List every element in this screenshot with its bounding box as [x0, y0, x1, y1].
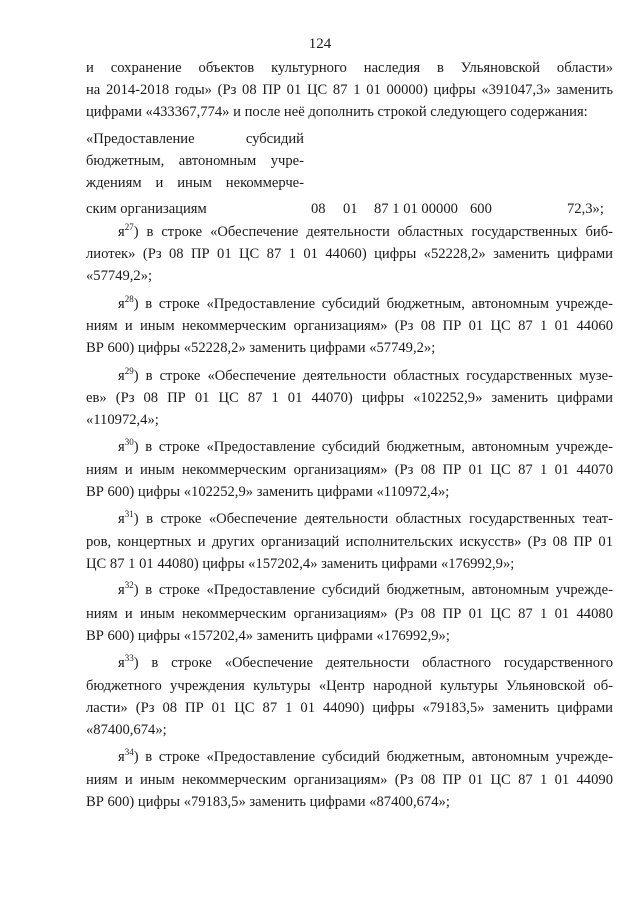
item-32-line-1 [118, 580, 613, 600]
item-34-line-3: ВР 600) цифры «79183,5» заменить цифрами «87400,674»; [86, 794, 450, 810]
row-pr-code: 01 [343, 201, 358, 217]
item-32-line-2: ниям и иным некоммерческим организациям» (Рз 08 ПР 01 ЦС 87 1 01 44080 [86, 606, 613, 622]
item-text: ) в строке «Обеспечение деятельности областных государственных музе- [133, 368, 613, 384]
intro-line-3: цифрами «433367,774» и после неё дополнить строкой следующего содержания: [86, 104, 588, 120]
item-31-line-3: ЦС 87 1 01 44080) цифры «157202,4» заменить цифрами «176992,9»; [86, 556, 515, 572]
item-text: ) в строке «Обеспечение деятельности областных государственных биб- [133, 224, 613, 240]
row-name-line-3: ждениям и иным некоммерче- [86, 175, 304, 191]
item-mark: я [118, 749, 125, 765]
item-text: ) в строке «Предоставление субсидий бюджетным, автономным учрежде- [133, 439, 613, 455]
item-33-line-4: «87400,674»; [86, 722, 167, 738]
item-text: ) в строке «Обеспечение деятельности областных государственных теат- [133, 511, 613, 527]
item-mark: я [118, 582, 125, 598]
item-31-line-2: ров, концертных и других организаций исполнительских искусств» (Рз 08 ПР 01 [86, 534, 613, 550]
item-mark: я [118, 511, 125, 527]
item-28-line-3: ВР 600) цифры «52228,2» заменить цифрами «57749,2»; [86, 340, 436, 356]
item-29-line-2: ев» (Рз 08 ПР 01 ЦС 87 1 01 44070) цифры «102252,9» заменить цифрами [86, 390, 613, 406]
row-name-line-1: «Предоставление субсидий [86, 131, 304, 147]
item-27-line-1 [118, 222, 613, 242]
item-32-line-3: ВР 600) цифры «157202,4» заменить цифрами «176992,9»; [86, 628, 450, 644]
item-number: 27 [124, 222, 134, 232]
row-rz-code: 08 [311, 201, 326, 217]
item-31-line-1 [118, 509, 613, 529]
item-27-line-2: лиотек» (Рз 08 ПР 01 ЦС 87 1 01 44060) цифры «52228,2» заменить цифрами [86, 246, 613, 262]
item-number: 32 [124, 580, 134, 590]
item-30-line-2: ниям и иным некоммерческим организациям» (Рз 08 ПР 01 ЦС 87 1 01 44070 [86, 462, 613, 478]
item-number: 28 [124, 294, 134, 304]
item-text: ) в строке «Предоставление субсидий бюджетным, автономным учрежде- [133, 296, 613, 312]
page-number: 124 [308, 36, 332, 52]
item-mark: я [118, 655, 125, 671]
item-number: 31 [124, 509, 134, 519]
item-28-line-2: ниям и иным некоммерческим организациям» (Рз 08 ПР 01 ЦС 87 1 01 44060 [86, 318, 613, 334]
item-mark: я [118, 368, 125, 384]
item-34-line-2: ниям и иным некоммерческим организациям» (Рз 08 ПР 01 ЦС 87 1 01 44090 [86, 772, 613, 788]
row-cs-code: 87 1 01 00000 [374, 201, 458, 217]
row-vr-code: 600 [470, 201, 492, 217]
item-28-line-1 [118, 294, 613, 314]
row-name-line-2: бюджетным, автономным учре- [86, 153, 304, 169]
item-33-line-3: ласти» (Рз 08 ПР 01 ЦС 87 1 01 44090) цифры «79183,5» заменить цифрами [86, 700, 613, 716]
item-33-line-2: бюджетного учреждения культуры «Центр народной культуры Ульяновской об- [86, 678, 613, 694]
item-34-line-1 [118, 747, 613, 767]
item-text: ) в строке «Предоставление субсидий бюджетным, автономным учрежде- [133, 749, 613, 765]
item-33-line-1 [118, 653, 613, 673]
row-value: 72,3»; [567, 201, 604, 217]
item-29-line-3: «110972,4»; [86, 412, 159, 428]
item-number: 29 [124, 366, 134, 376]
item-number: 34 [124, 747, 134, 757]
item-mark: я [118, 439, 125, 455]
intro-line-1: и сохранение объектов культурного наследия в Ульяновской области» [86, 60, 613, 76]
item-text: ) в строке «Предоставление субсидий бюджетным, автономным учрежде- [133, 582, 613, 598]
item-text: ) в строке «Обеспечение деятельности областного государственного [133, 655, 613, 671]
item-mark: я [118, 296, 125, 312]
intro-line-2: на 2014-2018 годы» (Рз 08 ПР 01 ЦС 87 1 01 00000) цифры «391047,3» заменить [86, 82, 613, 98]
item-27-line-3: «57749,2»; [86, 268, 153, 284]
item-number: 33 [124, 653, 134, 663]
row-name-line-4: ским организациям [86, 201, 207, 217]
item-29-line-1 [118, 366, 613, 386]
item-mark: я [118, 224, 125, 240]
item-30-line-3: ВР 600) цифры «102252,9» заменить цифрами «110972,4»; [86, 484, 450, 500]
item-number: 30 [124, 437, 134, 447]
item-30-line-1 [118, 437, 613, 457]
